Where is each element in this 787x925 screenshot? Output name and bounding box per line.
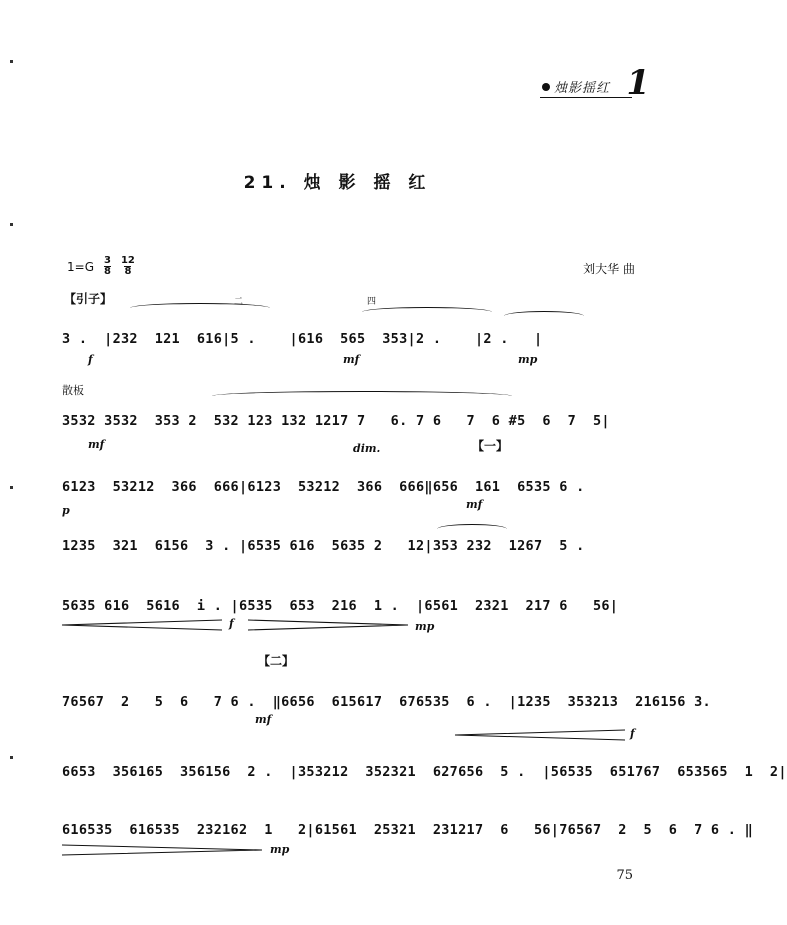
dynamic-mf: mf xyxy=(343,353,360,366)
margin-mark xyxy=(10,756,13,759)
dynamic-f: f xyxy=(630,727,635,740)
slur-group xyxy=(62,504,655,534)
notation-row: 616535 616535 232162 1 2|61561 25321 231217 6 56|76567 2 5 6 7 6 . ‖ xyxy=(62,822,754,838)
score-line-8 xyxy=(62,818,754,842)
score-line-2 xyxy=(62,409,655,433)
section-two-label: 【二】 xyxy=(258,654,295,668)
composer-credit: 刘大华 曲 xyxy=(583,262,635,276)
crescendo-hairpin xyxy=(62,620,222,630)
slur xyxy=(504,311,584,321)
margin-mark xyxy=(10,223,13,226)
bullet-icon xyxy=(542,83,550,91)
time-signature-1: $\frac{3}{8}$ xyxy=(104,255,111,277)
dynamic-mp: mp xyxy=(415,620,435,633)
notation-row: 3532 3532 353 2 532 123 132 1217 7 6. 7 6 7 6 #5 6 7 5| xyxy=(62,413,610,429)
slur xyxy=(437,524,507,534)
notation-row: 5635 616 5616 i . |6535 653 216 1 . |6561 2321 217 6 56| xyxy=(62,598,619,614)
slur-group xyxy=(62,297,655,327)
running-header-mark: 1 xyxy=(626,63,650,103)
score-line-6 xyxy=(62,690,711,714)
dynamic-p: p xyxy=(62,504,70,517)
slur-group xyxy=(62,379,655,409)
fingering-mark: 二 xyxy=(234,297,244,307)
running-header-title: 烛影摇红 xyxy=(554,81,611,96)
time-signature-2: $\frac{12}{8}$ xyxy=(120,255,135,277)
dynamic-mp: mp xyxy=(270,843,290,856)
margin-mark xyxy=(10,60,13,63)
dynamic-mf: mf xyxy=(466,498,483,511)
decrescendo-hairpin xyxy=(62,845,262,855)
slur xyxy=(130,303,270,313)
crescendo-hairpin xyxy=(455,730,625,740)
dynamic-mf: mf xyxy=(88,438,105,451)
dynamic-mp: mp xyxy=(518,353,538,366)
decrescendo-hairpin xyxy=(248,620,408,630)
notation-row: 6653 356165 356156 2 . |353212 352321 627656 5 . |56535 651767 653565 1 2| xyxy=(62,764,787,780)
fingering-mark: 四 xyxy=(367,297,377,307)
slur xyxy=(212,391,512,401)
score-line-3 xyxy=(62,475,655,499)
score-line-7 xyxy=(62,760,787,784)
notation-row: 3 . |232 121 616|5 . |616 565 353|2 . |2 . | xyxy=(62,331,543,347)
key-signature xyxy=(67,256,135,277)
score-line-5 xyxy=(62,594,655,618)
tempo-marking: 散板 xyxy=(62,384,84,397)
section-intro-label: 【引子】 xyxy=(64,292,113,306)
key-text: 1=G xyxy=(67,259,94,274)
score-line-4 xyxy=(62,534,655,558)
slur xyxy=(362,307,492,317)
margin-mark xyxy=(10,486,13,489)
dynamic-f: f xyxy=(229,617,234,630)
notation-row: 1235 321 6156 3 . |6535 616 5635 2 12|353 232 1267 5 . xyxy=(62,538,585,554)
header-rule xyxy=(540,97,632,98)
notation-row: 6123 53212 366 666|6123 53212 366 666‖656 161 6535 6 . xyxy=(62,479,585,495)
running-header xyxy=(540,63,650,104)
section-one-label: 【一】 xyxy=(472,439,509,453)
notation-row: 76567 2 5 6 7 6 . ‖6656 615617 676535 6 . |1235 353213 216156 3. xyxy=(62,694,711,710)
page-number: 75 xyxy=(616,868,633,883)
dynamic-mf: mf xyxy=(255,713,272,726)
piece-title: 21. 烛 影 摇 红 xyxy=(243,173,432,193)
dynamic-dim: dim. xyxy=(353,442,381,455)
dynamic-f: f xyxy=(88,353,93,366)
